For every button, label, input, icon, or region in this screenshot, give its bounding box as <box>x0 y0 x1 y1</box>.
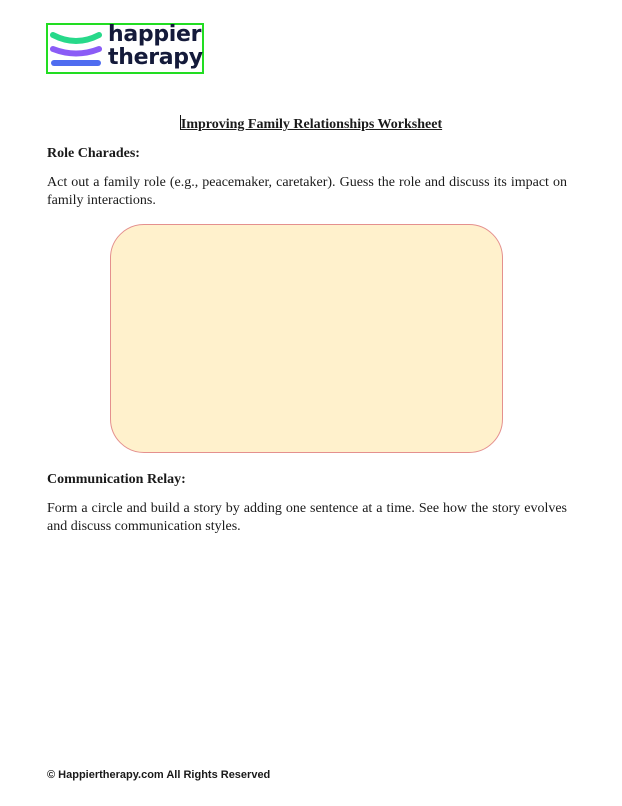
section-body-communication-relay: Form a circle and build a story by adding one sentence at a time. See how the story evolves and discuss communication styles. <box>47 501 567 534</box>
section-heading-communication-relay: Communication Relay: <box>47 472 186 487</box>
answer-box[interactable] <box>110 224 503 453</box>
footer-copyright: © Happiertherapy.com All Rights Reserved <box>47 769 271 781</box>
logo-wordmark <box>108 23 203 69</box>
logo-waves-icon <box>50 27 102 71</box>
logo-line-1: happier <box>108 22 202 47</box>
logo-line-2: therapy <box>108 45 203 70</box>
section-heading-role-charades: Role Charades: <box>47 146 140 161</box>
worksheet-title <box>0 115 622 133</box>
worksheet-title-text: Improving Family Relationships Worksheet <box>180 117 443 132</box>
brand-logo <box>46 23 204 74</box>
section-body-role-charades: Act out a family role (e.g., peacemaker, caretaker). Guess the role and discuss its impact on family interactions. <box>47 175 567 208</box>
